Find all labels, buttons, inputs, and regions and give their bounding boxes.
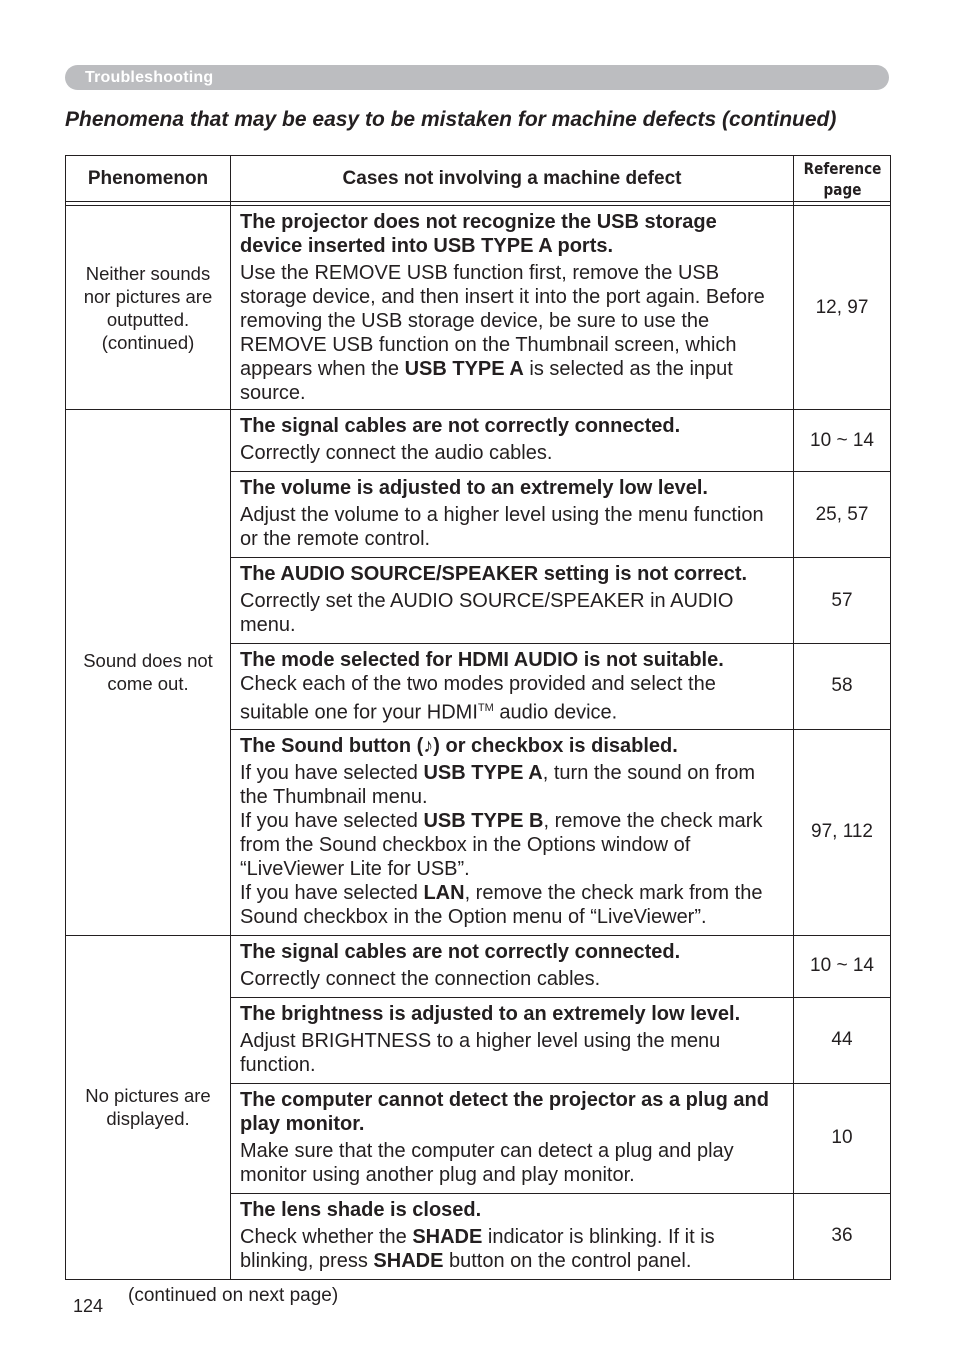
reference-cell: 10	[794, 1083, 891, 1193]
cause-text: The signal cables are not correctly connected.	[240, 940, 681, 963]
table-header-row	[66, 156, 891, 202]
cause-text: The computer cannot detect the projector as a plug and play monitor.	[240, 1088, 769, 1135]
solution-text: Correctly connect the audio cables.	[240, 442, 553, 464]
cause-text: The signal cables are not correctly connected.	[240, 415, 681, 437]
reference-cell: 25, 57	[794, 472, 891, 558]
cause-text: The lens shade is closed.	[240, 1198, 482, 1221]
reference-cell: 44	[794, 997, 891, 1083]
case-cell	[231, 472, 794, 558]
cause-text: The projector does not recognize the USB storage device inserted into USB TYPE A ports.	[240, 211, 717, 257]
table-row	[66, 935, 891, 997]
page-number: 124	[73, 1296, 104, 1316]
phenomenon-cell: Sound does not come out.	[66, 410, 231, 936]
reference-cell: 36	[794, 1193, 891, 1279]
section-label: Troubleshooting	[85, 69, 214, 86]
case-cell	[231, 644, 794, 730]
solution-text: If you have selected USB TYPE A, turn the sound on from the Thumbnail menu. If you have selected USB TYPE B, remove the check mark from the Sound checkbox in the Options window of “LiveViewer Lite for USB”. If you have selected LAN, remove the check mark from the Sound checkbox in the Option menu of “LiveViewer”.	[240, 761, 763, 928]
case-cell	[231, 206, 794, 410]
cause-text: The AUDIO SOURCE/SPEAKER setting is not correct.	[240, 563, 748, 585]
header-reference: Reference page	[801, 156, 883, 202]
header-phenomenon: Phenomenon	[66, 156, 231, 202]
case-cell	[231, 997, 794, 1083]
page-title: Phenomena that may be easy to be mistaken for machine defects (continued)	[65, 108, 837, 131]
case-cell	[231, 558, 794, 644]
solution-text: Use the REMOVE USB function first, remove the USB storage device, and then insert it into the port again. Before removing the USB storage device, be sure to use the REMOVE USB function on the Thumbnail screen, which appears when the USB TYPE A is selected as the input source.	[240, 262, 765, 404]
solution-text: Make sure that the computer can detect a plug and play monitor using another plug and play monitor.	[240, 1139, 734, 1186]
solution-text: Adjust BRIGHTNESS to a higher level using the menu function.	[240, 1029, 721, 1076]
reference-cell: 97, 112	[794, 729, 891, 935]
cause-text: The Sound button (♪) or checkbox is disabled.	[240, 734, 678, 757]
header-cases: Cases not involving a machine defect	[231, 156, 794, 202]
solution-text: Adjust the volume to a higher level using the menu function or the remote control.	[240, 504, 764, 550]
reference-cell: 57	[794, 558, 891, 644]
phenomenon-cell: No pictures are displayed.	[66, 935, 231, 1279]
case-cell	[231, 1193, 794, 1279]
phenomenon-cell: Neither sounds nor pictures are outputted. (continued)	[66, 206, 231, 410]
solution-text: Correctly set the AUDIO SOURCE/SPEAKER in AUDIO menu.	[240, 590, 734, 636]
table-row	[66, 410, 891, 472]
reference-cell: 10 ~ 14	[794, 935, 891, 997]
solution-text: Check whether the SHADE indicator is blinking. If it is blinking, press SHADE button on the control panel.	[240, 1225, 715, 1272]
solution-text: Check each of the two modes provided and select the suitable one for your HDMI™ audio device.	[240, 673, 716, 724]
solution-text: Correctly connect the connection cables.	[240, 967, 601, 990]
section-banner	[65, 65, 889, 90]
reference-cell: 10 ~ 14	[794, 410, 891, 472]
case-cell	[231, 935, 794, 997]
reference-cell: 12, 97	[794, 206, 891, 410]
cause-text: The mode selected for HDMI AUDIO is not suitable.	[240, 649, 724, 671]
table-row	[66, 206, 891, 410]
cause-text: The volume is adjusted to an extremely low level.	[240, 477, 708, 499]
case-cell	[231, 410, 794, 472]
continued-note: (continued on next page)	[128, 1285, 339, 1306]
case-cell	[231, 729, 794, 935]
reference-cell: 58	[794, 644, 891, 730]
case-cell	[231, 1083, 794, 1193]
troubleshooting-table	[65, 155, 891, 1280]
cause-text: The brightness is adjusted to an extremely low level.	[240, 1002, 741, 1025]
